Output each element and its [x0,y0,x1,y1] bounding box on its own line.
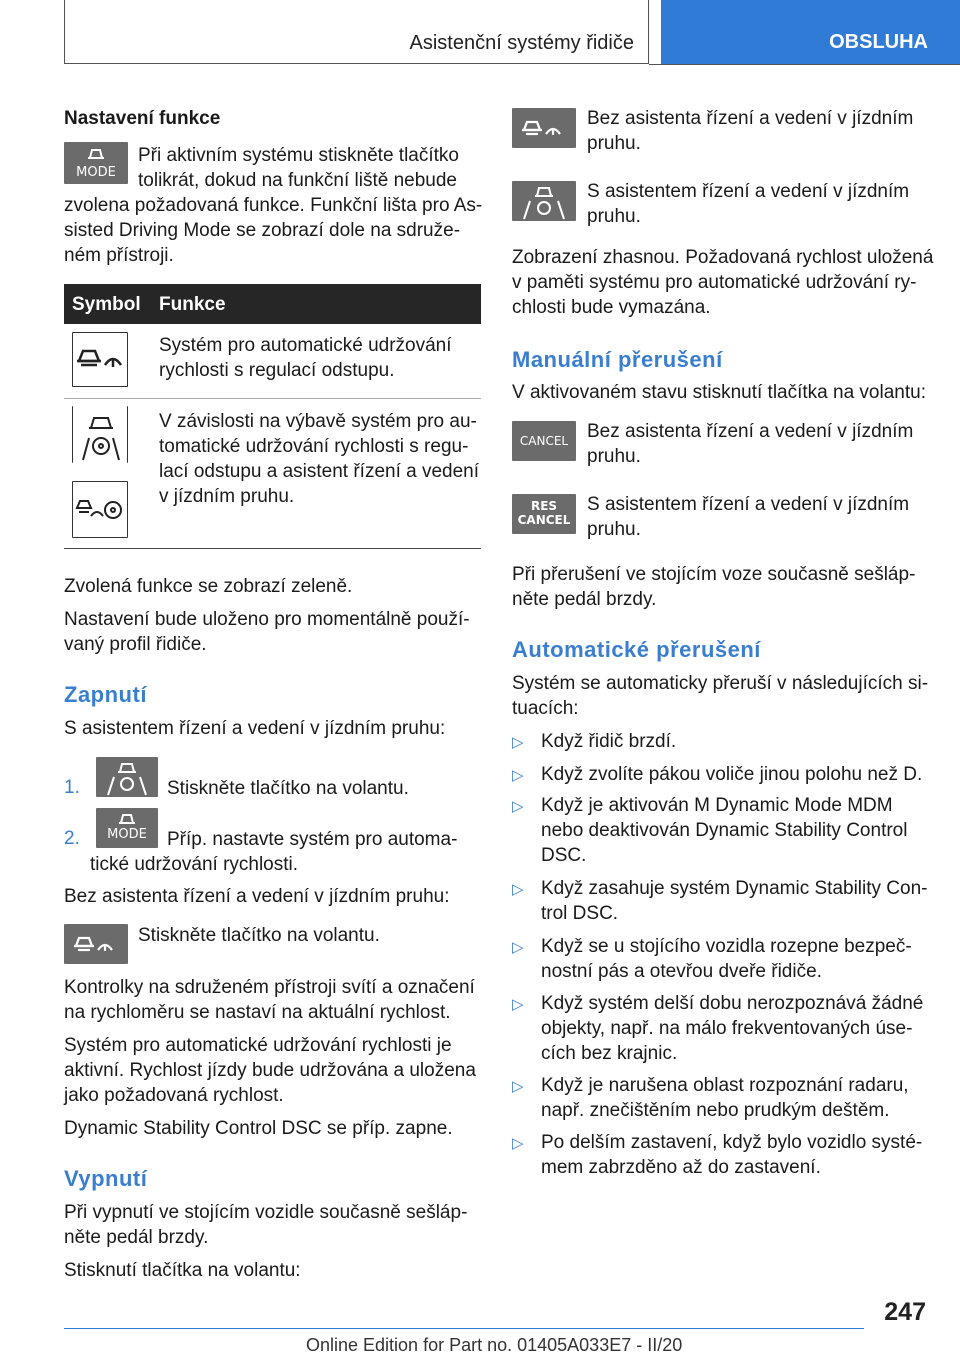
lights-text: na rychloměru se nastaví na aktuální rychlost. [64,1002,451,1023]
list-item: DSC. [541,845,587,866]
selected-note: Zvolená funkce se zobrazí zeleně. [64,576,353,597]
mode-button-icon [96,808,158,848]
acc-button-icon [64,924,128,964]
cancel-without-text: Bez asistenta řízení a vedení v jízdním [587,421,914,442]
cancel-button-icon [512,421,576,461]
cancel-with-text: pruhu. [587,519,641,540]
list-item: Když se u stojícího vozidla rozepne bezpeč- [541,936,912,957]
step-number: 2. [64,828,80,849]
off-text: Při vypnutí ve stojícím vozidle současně sešláp- [64,1202,468,1223]
assist-button-icon [512,181,576,221]
col-function: Funkce [159,294,226,315]
settings-text: tolikrát, dokud na funkční liště nebude [138,170,457,191]
page-number: 247 [884,1298,926,1326]
table-row2-text: v jízdním pruhu. [159,486,295,507]
chapter-tab[interactable] [661,0,960,64]
header-frame [64,0,649,64]
edition-text: Online Edition for Part no. 01405A033E7 - II/20 [306,1335,683,1355]
cancel-label: CANCEL [519,434,569,448]
acc-button-icon [512,108,576,148]
cancel-without-text: pruhu. [587,446,641,467]
with-assist-text: pruhu. [587,206,641,227]
table-row1-text: Systém pro automatické udržování [159,335,452,356]
bullet-icon: ▷ [512,734,524,751]
heading-settings: Nastavení funkce [64,108,221,129]
on-without-assist: Bez asistenta řízení a vedení v jízdním pruhu: [64,886,450,907]
active-text: Systém pro automatické udržování rychlosti je [64,1035,452,1056]
settings-text: zvolena požadovaná funkce. Funkční lišta pro As- [64,195,483,216]
off-text: něte pedál brzdy. [64,1227,209,1248]
steering-assist-icon [72,406,128,463]
active-text: aktivní. Rychlost jízdy bude udržována a uložena [64,1060,476,1081]
auto-intro: tuacích: [512,698,579,719]
press-button-text: Stiskněte tlačítko na volantu. [138,925,380,946]
bullet-icon: ▷ [512,939,524,956]
symbol-table-header [64,284,481,324]
bullet-icon: ▷ [512,798,524,815]
table-row2-text: tomatické udržování rychlosti s regu- [159,436,469,457]
settings-text: ném přístroji. [64,245,174,266]
table-divider [64,548,481,549]
section-title: Asistenční systémy řidiče [409,32,634,54]
settings-text: sisted Driving Mode se zobrazí dole na sdruže- [64,220,461,241]
without-assist-text: Bez asistenta řízení a vedení v jízdním [587,108,914,129]
list-item: nebo deaktivován Dynamic Stability Control [541,820,908,841]
assist-button-icon [96,757,158,797]
mode-label: MODE [76,165,116,180]
bullet-icon: ▷ [512,996,524,1013]
display-off-text: Zobrazení zhasnou. Požadovaná rychlost uložená [512,247,934,268]
standstill-text: něte pedál brzdy. [512,589,657,610]
on-with-assist: S asistentem řízení a vedení v jízdním pruhu: [64,718,446,739]
list-item: Když zvolíte pákou voliče jinou polohu než D. [541,764,923,785]
header-rule [649,64,960,65]
table-row2-text: lací odstupu a asistent řízení a vedení [159,461,480,482]
res-cancel-label: CANCEL [517,513,571,527]
res-cancel-button-icon [512,494,576,534]
manual-intro: V aktivovaném stavu stisknutí tlačítka na volantu: [512,382,926,403]
acc-steering-icon [72,481,128,538]
table-divider [64,398,481,399]
step2-text: tické udržování rychlosti. [90,854,299,875]
step2-text: Příp. nastavte systém pro automa- [167,829,458,850]
bullet-icon: ▷ [512,881,524,898]
display-off-text: chlosti bude vymazána. [512,297,711,318]
chapter-tab-label: OBSLUHA [829,31,928,53]
list-item: cích bez krajnic. [541,1043,678,1064]
list-item: Když systém delší dobu nerozpoznává žádné [541,993,924,1014]
heading-on: Zapnutí [64,682,147,707]
table-row1-text: rychlosti s regulací odstupu. [159,360,395,381]
lights-text: Kontrolky na sdruženém přístroji svítí a označení [64,977,475,998]
res-label: RES [530,499,558,513]
step1-text: Stiskněte tlačítko na volantu. [167,778,409,799]
profile-note: Nastavení bude uloženo pro momentálně použí- [64,609,470,630]
bullet-icon: ▷ [512,1078,524,1095]
auto-intro: Systém se automaticky přeruší v následujících si- [512,673,929,694]
mode-button-icon [64,142,128,184]
settings-text: Při aktivním systému stiskněte tlačítko [138,145,459,166]
display-off-text: v paměti systému pro automatické udržování ry- [512,272,917,293]
bullet-icon: ▷ [512,1135,524,1152]
active-text: jako požadovaná rychlost. [64,1085,284,1106]
list-item: Když zasahuje systém Dynamic Stability Con- [541,878,928,899]
bullet-icon: ▷ [512,767,524,784]
heading-off: Vypnutí [64,1166,148,1191]
footer-rule [64,1328,864,1329]
list-item: např. znečištěním nebo prudkým deštěm. [541,1100,890,1121]
list-item: trol DSC. [541,903,619,924]
col-symbol: Symbol [72,294,141,315]
heading-manual: Manuální přerušení [512,347,723,372]
list-item: Když je aktivován M Dynamic Mode MDM [541,795,893,816]
list-item: Když řidič brzdí. [541,731,677,752]
mode-label: MODE [107,827,147,842]
list-item: objekty, např. na málo frekventovaných úse- [541,1018,913,1039]
list-item: Po delším zastavení, když bylo vozidlo systé- [541,1132,923,1153]
off-text: Stisknutí tlačítka na volantu: [64,1260,301,1281]
with-assist-text: S asistentem řízení a vedení v jízdním [587,181,910,202]
list-item: mem zabrzděno až do zastavení. [541,1157,821,1178]
step-number: 1. [64,777,80,798]
acc-distance-icon [72,332,128,387]
list-item: Když je narušena oblast rozpoznání radaru, [541,1075,909,1096]
list-item: nostní pás a otevřou dveře řidiče. [541,961,822,982]
standstill-text: Při přerušení ve stojícím voze současně sešláp- [512,564,916,585]
without-assist-text: pruhu. [587,133,641,154]
table-row2-text: V závislosti na výbavě systém pro au- [159,411,477,432]
heading-auto: Automatické přerušení [512,637,761,662]
profile-note: vaný profil řidiče. [64,634,207,655]
cancel-with-text: S asistentem řízení a vedení v jízdním [587,494,910,515]
dsc-text: Dynamic Stability Control DSC se příp. zapne. [64,1118,453,1139]
